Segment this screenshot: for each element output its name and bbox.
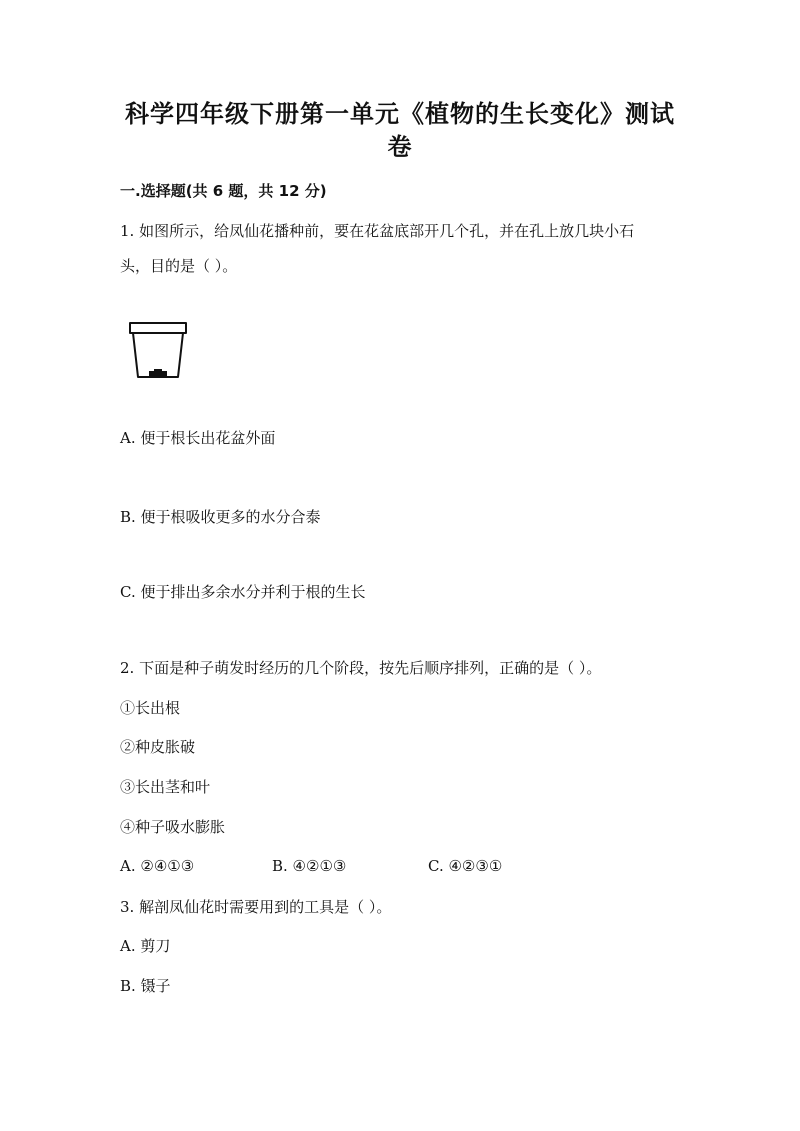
q2-stage-4: ④种子吸水膨胀 xyxy=(120,818,226,836)
q2-option-b: B. ④②①③ xyxy=(272,857,347,875)
q3-option-a: A. 剪刀 xyxy=(120,937,171,955)
q2-stage-1: ①长出根 xyxy=(120,699,181,717)
q3-option-b: B. 镊子 xyxy=(120,977,171,995)
q2-stage-3: ③长出茎和叶 xyxy=(120,778,211,796)
q2-stem: 2. 下面是种子萌发时经历的几个阶段，按先后顺序排列，正确的是（ ）。 xyxy=(120,659,602,677)
q1-option-b: B. 便于根吸收更多的水分合泰 xyxy=(120,508,321,526)
page-title-line-2: 卷 xyxy=(387,133,413,161)
q1-option-c: C. 便于排出多余水分并利于根的生长 xyxy=(120,583,366,601)
q2-stage-2: ②种皮胀破 xyxy=(120,738,196,756)
q1-stem-line-2: 头，目的是（ ）。 xyxy=(120,257,238,275)
q2-option-c: C. ④②③① xyxy=(428,857,503,875)
q1-option-a: A. 便于根长出花盆外面 xyxy=(120,429,276,447)
flower-pot-icon xyxy=(127,320,189,382)
q3-stem: 3. 解剖凤仙花时需要用到的工具是（ ）。 xyxy=(120,898,392,916)
section-heading-choice: 一.选择题(共 6 题，共 12 分) xyxy=(120,182,327,200)
q1-stem-line-1: 1. 如图所示，给凤仙花播种前，要在花盆底部开几个孔，并在孔上放几块小石 xyxy=(120,222,635,240)
page-title-line-1: 科学四年级下册第一单元《植物的生长变化》测试 xyxy=(125,100,675,128)
q2-option-a: A. ②④①③ xyxy=(120,857,195,875)
